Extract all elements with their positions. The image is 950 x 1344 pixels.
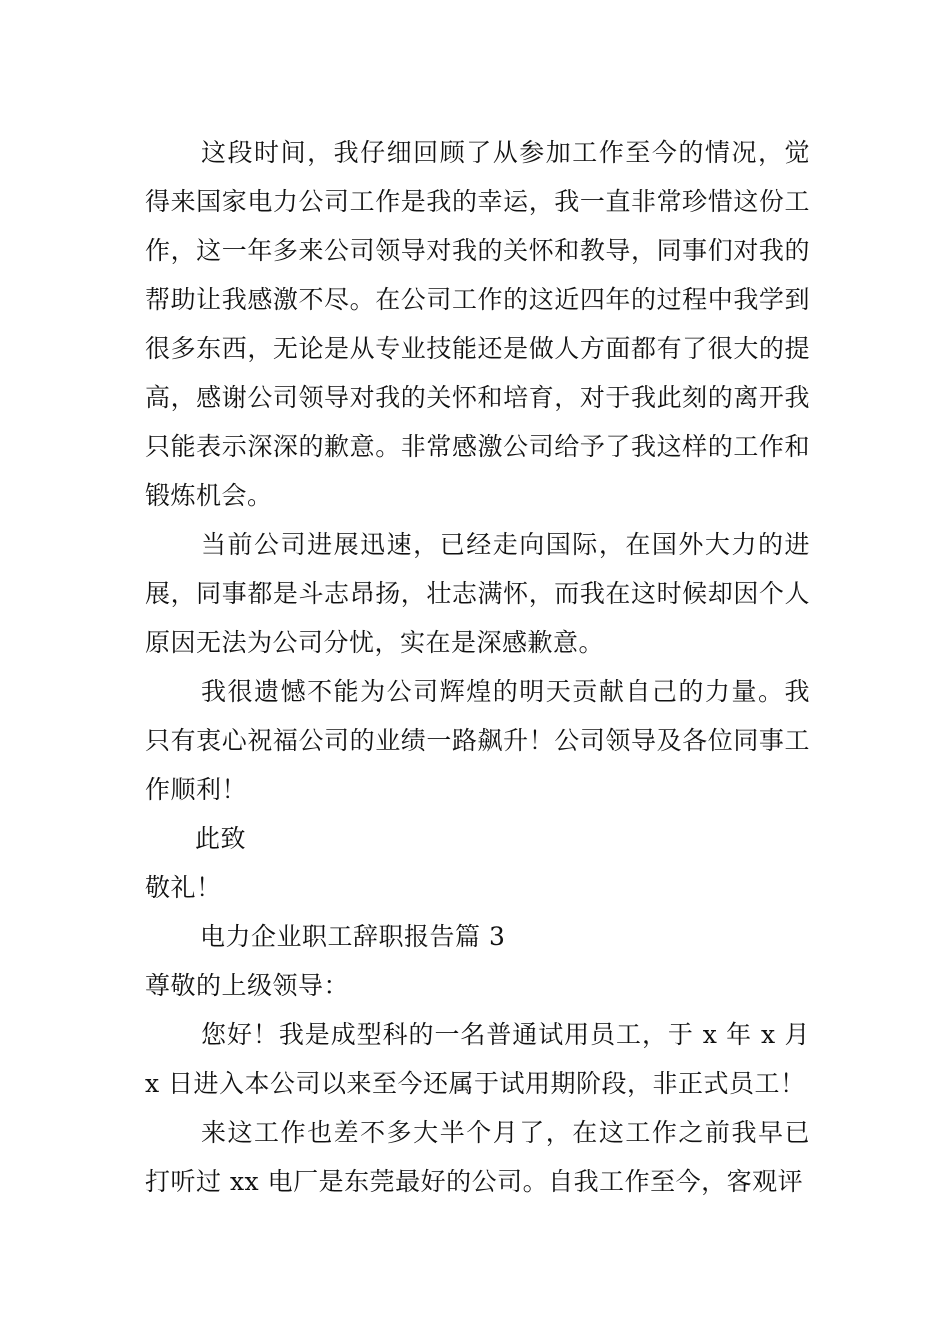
section-title: 电力企业职工辞职报告篇 3 — [200, 922, 506, 951]
document-body — [145, 128, 810, 1206]
closing-cizhi: 此致 — [195, 824, 247, 853]
paragraph-regret: 我很遗憾不能为公司辉煌的明天贡献自己的力量。我只有衷心祝福公司的业绩一路飙升！公司领导及各位同事工作顺利！ — [145, 677, 810, 804]
closing-jingli: 敬礼！ — [145, 873, 222, 902]
paragraph-gratitude: 这段时间，我仔细回顾了从参加工作至今的情况，觉得来国家电力公司工作是我的幸运，我一直非常珍惜这份工作，这一年多来公司领导对我的关怀和教导，同事们对我的帮助让我感激不尽。在公司工作的这近四年的过程中我学到很多东西，无论是从专业技能还是做人方面都有了很大的提高，感谢公司领导对我的关怀和培育，对于我此刻的离开我只能表示深深的歉意。非常感激公司给予了我这样的工作和锻炼机会。 — [145, 138, 810, 510]
paragraph-company-progress: 当前公司进展迅速，已经走向国际，在国外大力的进展，同事都是斗志昂扬，壮志满怀，而我在这时候却因个人原因无法为公司分忧，实在是深感歉意。 — [145, 530, 810, 657]
paragraph-work-experience: 来这工作也差不多大半个月了，在这工作之前我早已打听过 xx 电厂是东莞最好的公司。自我工作至今，客观评 — [145, 1118, 810, 1196]
paragraph-intro: 您好！我是成型科的一名普通试用员工，于 x 年 x 月 x 日进入本公司以来至今还属于试用期阶段，非正式员工！ — [145, 1020, 810, 1098]
salutation: 尊敬的上级领导： — [145, 971, 350, 1000]
